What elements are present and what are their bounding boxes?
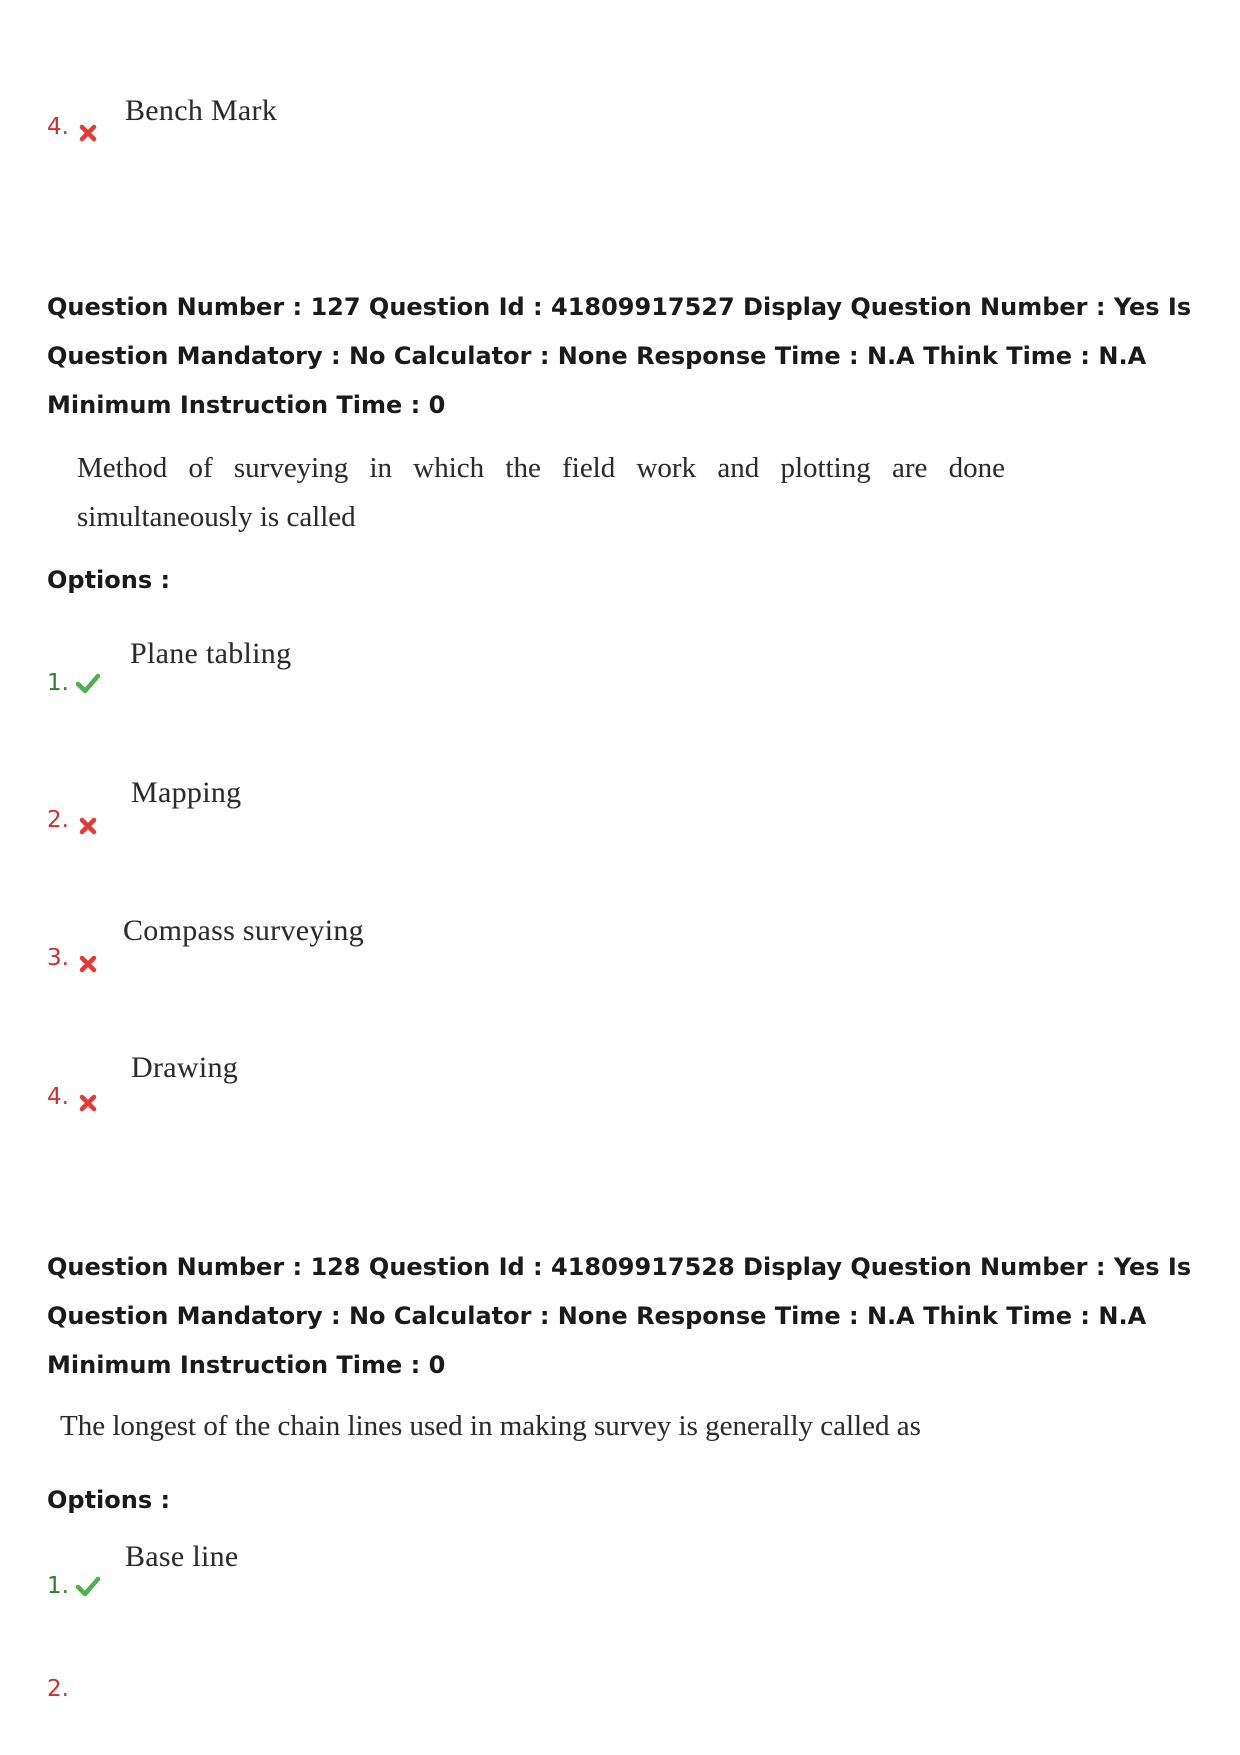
question-text-line: Method of surveying in which the field work and plotting are done bbox=[77, 452, 1005, 484]
option-row bbox=[47, 1051, 647, 1140]
option-row bbox=[47, 1540, 647, 1629]
option-row bbox=[47, 776, 647, 863]
option-number: 3. bbox=[47, 945, 69, 971]
question-text-line: simultaneously is called bbox=[77, 501, 356, 533]
option-text: Bench Mark bbox=[125, 94, 278, 127]
cross-icon bbox=[77, 1092, 99, 1114]
option-text: Base line bbox=[125, 1540, 239, 1573]
option-number: 1. bbox=[47, 670, 69, 696]
cross-icon bbox=[77, 815, 99, 837]
option-row bbox=[47, 914, 647, 1001]
option-text: Drawing bbox=[131, 1051, 239, 1084]
option-number: 2. bbox=[47, 1676, 69, 1702]
options-label: Options : bbox=[47, 566, 171, 594]
option-number: 4. bbox=[47, 1084, 69, 1110]
option-number: 4. bbox=[47, 114, 69, 140]
option-text: Compass surveying bbox=[123, 914, 364, 947]
question-meta: Question Number : 128 Question Id : 41809917528 Display Question Number : Yes Is Question Mandatory : No Calculator : None Response Time : N.A Think Time : N.A Minimum Instruction Time : 0 bbox=[47, 1253, 1192, 1379]
option-row bbox=[47, 1672, 647, 1732]
question-text bbox=[77, 452, 1005, 534]
options-label: Options : bbox=[47, 1486, 171, 1514]
check-icon bbox=[75, 672, 101, 694]
option-row bbox=[47, 637, 647, 726]
option-text: Mapping bbox=[131, 776, 242, 809]
option-row bbox=[47, 94, 647, 168]
option-number: 1. bbox=[47, 1573, 69, 1599]
check-icon bbox=[75, 1575, 101, 1597]
option-text: Plane tabling bbox=[130, 637, 292, 670]
question-text bbox=[60, 1410, 960, 1443]
question-text-line: The longest of the chain lines used in making survey is generally called as bbox=[60, 1410, 921, 1442]
option-number: 2. bbox=[47, 807, 69, 833]
cross-icon bbox=[77, 122, 99, 144]
question-meta: Question Number : 127 Question Id : 41809917527 Display Question Number : Yes Is Question Mandatory : No Calculator : None Response Time : N.A Think Time : N.A Minimum Instruction Time : 0 bbox=[47, 293, 1192, 419]
cross-icon bbox=[77, 953, 99, 975]
